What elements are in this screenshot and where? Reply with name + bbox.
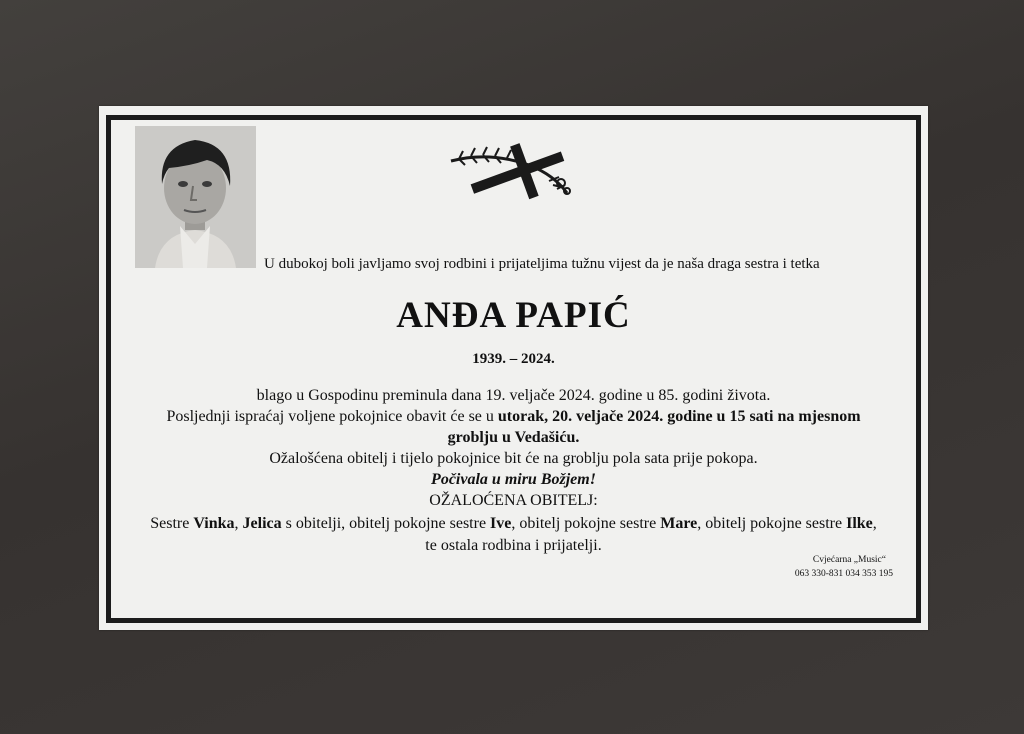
cross-with-palm-icon <box>449 141 579 203</box>
family-text: , <box>872 515 877 532</box>
florist-phones: 063 330-831 034 353 195 <box>794 569 893 579</box>
family-name: Ive <box>490 515 512 532</box>
family-name: Jelica <box>242 515 282 532</box>
obituary-notice <box>99 106 928 630</box>
family-name: Mare <box>660 515 698 532</box>
family-text: s obitelji, obitelj pokojne sestre <box>281 515 491 532</box>
family-name: Ilke <box>846 515 873 532</box>
viewing-info: Ožalošćena obitelj i tijelo pokojnice bit će na groblju pola sata prije pokopa. <box>269 450 758 467</box>
life-years: 1939. – 2024. <box>472 351 555 367</box>
funeral-location <box>99 429 928 447</box>
rest-in-peace: Počivala u miru Božjem! <box>431 471 596 488</box>
family-name: Vinka <box>193 515 235 532</box>
family-text: Sestre <box>150 515 194 532</box>
family-text: , obitelj pokojne sestre <box>511 515 661 532</box>
family-text: , obitelj pokojne sestre <box>697 515 847 532</box>
cemetery-name: groblju u Vedašiću. <box>447 429 580 446</box>
family-text: , <box>234 515 243 532</box>
deceased-name: ANĐA PAPIĆ <box>396 295 631 336</box>
relatives-friends: te ostala rodbina i prijatelji. <box>425 537 602 554</box>
mourners-heading: OŽALOĆENA OBITELJ: <box>429 492 598 509</box>
intro-text: U dubokoj boli javljamo svoj rodbini i prijateljima tužnu vijest da je naša draga sestra i tetka <box>264 256 820 272</box>
florist-name: Cvjećarna „Music“ <box>812 555 886 565</box>
funeral-details <box>99 408 928 426</box>
funeral-date-time: utorak, 20. veljače 2024. godine u 15 sati na mjesnom <box>497 408 861 425</box>
family-list <box>99 515 928 533</box>
death-announcement: blago u Gospodinu preminula dana 19. veljače 2024. godine u 85. godini života. <box>256 387 771 404</box>
funeral-details-text: Posljednji ispraćaj voljene pokojnice obavit će se u <box>166 408 498 425</box>
portrait-photo <box>135 126 256 268</box>
